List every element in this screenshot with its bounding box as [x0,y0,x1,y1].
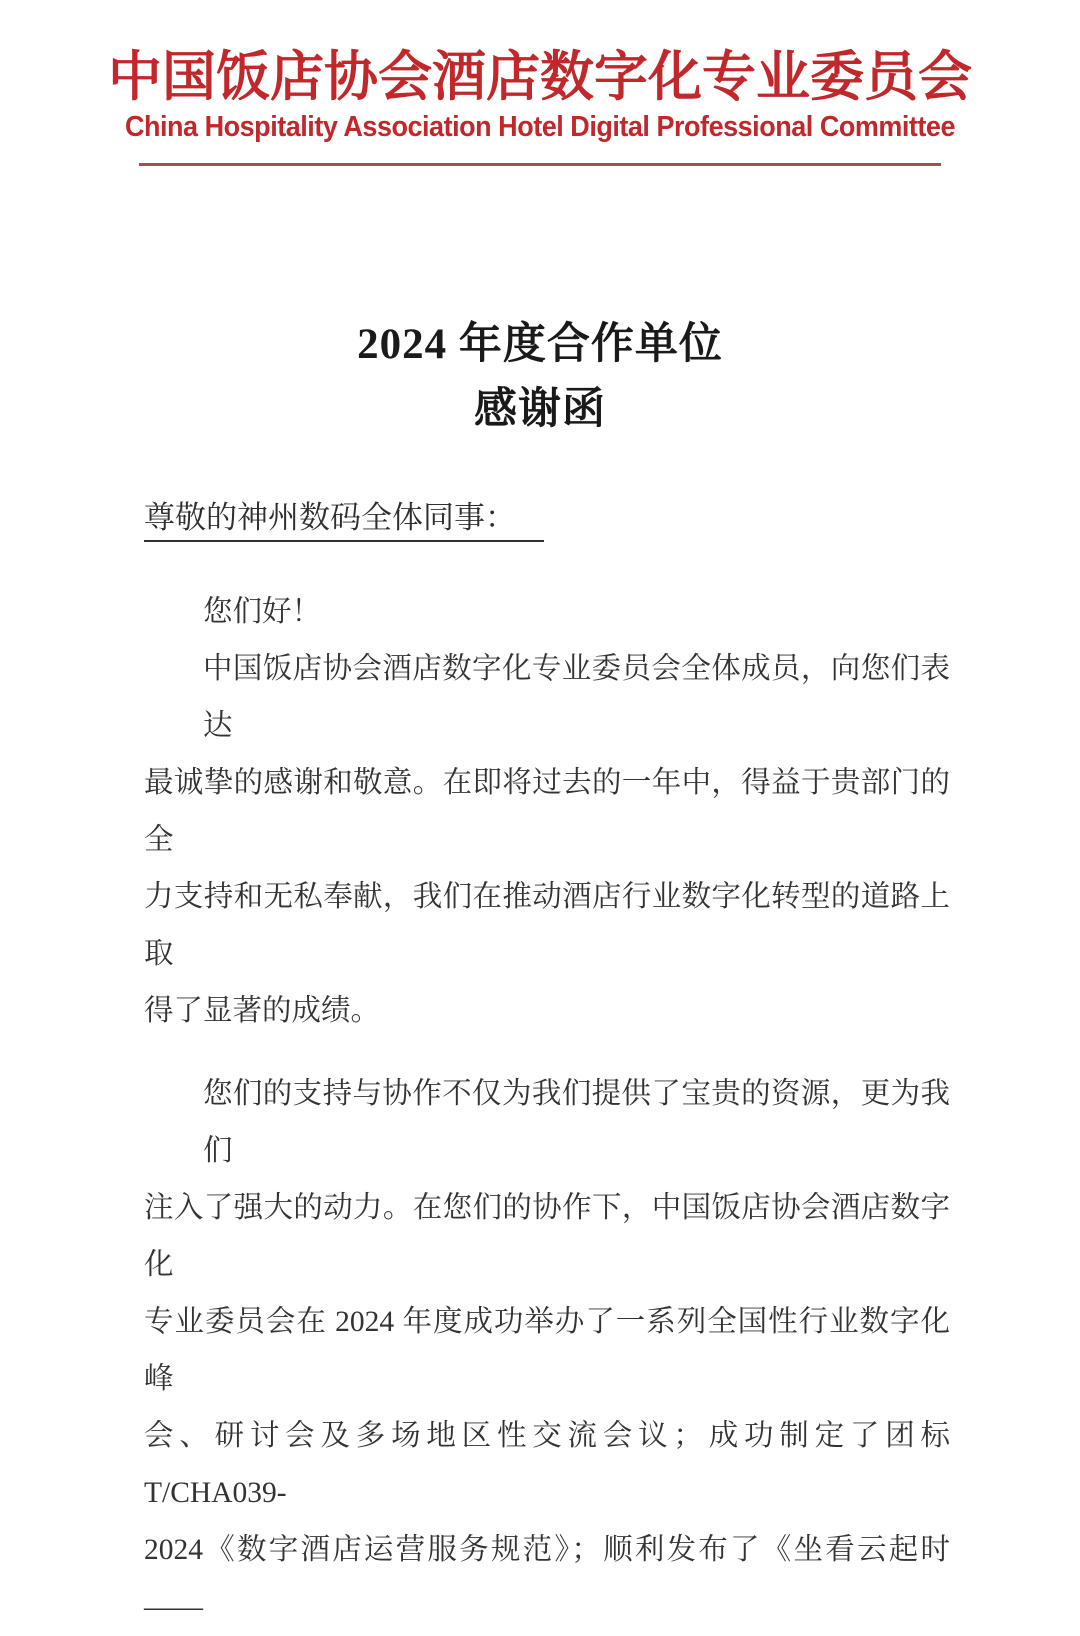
paragraph-2-line-5: 2024《数字酒店运营服务规范》；顺利发布了《坐看云起时—— [144,1534,950,1623]
greeting-line: 您们好！ [203,596,322,628]
paragraph-2-line-4: 会、研讨会及多场地区性交流会议；成功制定了团标 T/CHA039- [144,1420,950,1509]
document-title-line2: 感谢函 [474,386,606,433]
salutation-text: 尊敬的神州数码全体同事： [144,500,544,542]
paragraph-1-line-2: 最诚挚的感谢和敬意。在即将过去的一年中，得益于贵部门的全 [144,767,950,856]
letterhead [0,0,1080,166]
org-name-english: China Hospitality Association Hotel Digital Professional Committee [125,111,955,143]
document-title [0,312,1080,442]
salutation [144,500,1080,536]
paragraph-1 [144,641,950,1040]
letterhead-divider [139,163,941,166]
document-title-line1: 2024 年度合作单位 [357,321,723,368]
paragraph-1-line-1: 中国饭店协会酒店数字化专业委员会全体成员，向您们表达 [203,653,950,742]
paragraph-2-line-2: 注入了强大的动力。在您们的协作下，中国饭店协会酒店数字化 [144,1192,950,1281]
letter-body [144,584,950,1636]
greeting-paragraph [144,584,950,641]
paragraph-2-line-3: 专业委员会在 2024 年度成功举办了一系列全国性行业数字化峰 [144,1306,950,1395]
org-name-chinese: 中国饭店协会酒店数字化专业委员会 [108,47,972,107]
paragraph-1-line-4: 得了显著的成绩。 [144,995,381,1027]
paragraph-1-line-3: 力支持和无私奉献，我们在推动酒店行业数字化转型的道路上取 [144,881,950,970]
paragraph-2 [144,1066,950,1636]
paragraph-2-line-1: 您们的支持与协作不仅为我们提供了宝贵的资源，更为我们 [203,1078,950,1167]
